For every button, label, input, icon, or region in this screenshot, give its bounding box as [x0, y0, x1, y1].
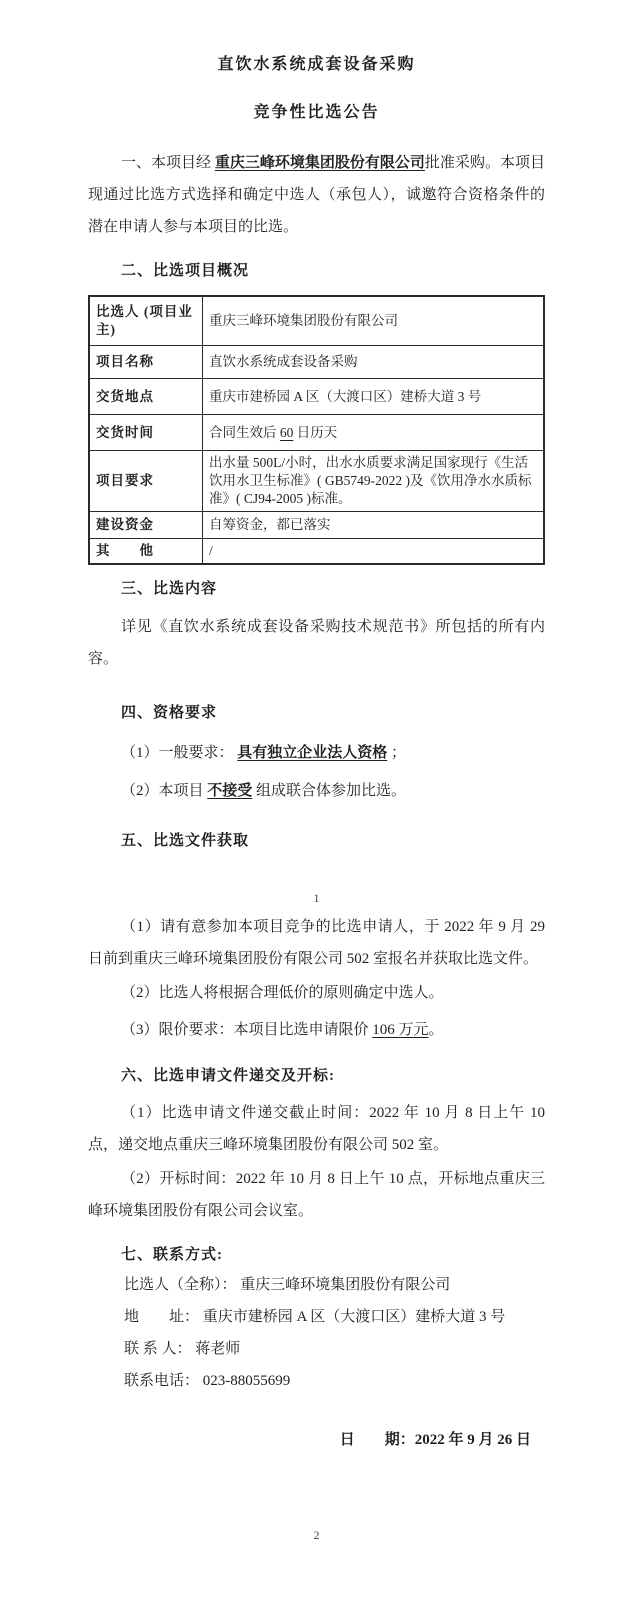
section-2-heading: 二、比选项目概况	[121, 263, 250, 279]
section-4-item-2	[88, 775, 545, 807]
project-overview-table	[88, 295, 545, 565]
document-subtitle: 竞争性比选公告	[253, 104, 380, 121]
consortium-not-accepted: 不接受	[207, 783, 253, 799]
qualification-requirement: 具有独立企业法人资格	[237, 745, 388, 761]
table-row-delivery-time	[89, 415, 544, 451]
table-value-cell	[203, 415, 545, 451]
item-2-prefix: （2）本项目	[121, 783, 208, 799]
document-title: 直饮水系统成套设备采购	[217, 56, 416, 73]
contact-phone-line: 联系电话： 023-88055699	[124, 1373, 291, 1389]
section-4-item-1	[88, 737, 545, 769]
table-row-project-name	[89, 346, 544, 379]
section-3-body: 详见《直饮水系统成套设备采购技术规范书》所包括的所有内容。	[88, 619, 545, 667]
contact-person-line: 联 系 人： 蒋老师	[124, 1341, 241, 1357]
intro-text-prefix: 一、本项目经	[121, 155, 215, 171]
item-1-suffix: ；	[387, 745, 407, 761]
section-5-item-2: （2）比选人将根据合理低价的原则确定中选人。	[121, 985, 444, 1001]
item-3-prefix: （3）限价要求：本项目比选申请限价	[121, 1022, 373, 1038]
section-5-item-1: （1）请有意参加本项目竞争的比选申请人，于 2022 年 9 月 29 日前到重庆三峰环境集团股份有限公司 502 室报名并获取比选文件。	[88, 919, 545, 967]
section-5-item-3	[88, 1014, 545, 1046]
table-value-cell: 出水量 500L/小时，出水水质要求满足国家现行《生活饮用水卫生标准》( GB5749-2022 )及《饮用净水水质标准》( CJ94-2005 )标准。	[203, 451, 545, 512]
table-label-cell: 其 他	[89, 539, 203, 565]
contact-bidder-line: 比选人（全称）： 重庆三峰环境集团股份有限公司	[124, 1277, 451, 1293]
section-5-heading: 五、比选文件获取	[121, 833, 250, 849]
section-6-item-2: （2）开标时间：2022 年 10 月 8 日上午 10 点，开标地点重庆三峰环境集团股份有限公司会议室。	[88, 1171, 545, 1219]
date-line: 日 期：2022 年 9 月 26 日	[339, 1432, 531, 1448]
delivery-time-days: 60	[279, 424, 294, 440]
table-label-cell: 建设资金	[89, 512, 203, 539]
table-label-cell: 项目名称	[89, 346, 203, 379]
price-limit: 106 万元	[372, 1022, 429, 1038]
table-label-cell: 项目要求	[89, 451, 203, 512]
table-label-cell: 比选人 (项目业主)	[89, 296, 203, 346]
item-1-prefix: （1）一般要求：	[121, 745, 238, 761]
table-value-cell: 重庆三峰环境集团股份有限公司	[203, 296, 545, 346]
table-row-other	[89, 539, 544, 565]
table-row-delivery-place	[89, 379, 544, 415]
delivery-time-prefix: 合同生效后	[209, 424, 280, 440]
section-4-heading: 四、资格要求	[121, 705, 218, 721]
item-3-suffix: 。	[428, 1022, 444, 1038]
table-row-bidder	[89, 296, 544, 346]
section-7-heading: 七、联系方式:	[121, 1247, 223, 1263]
table-row-requirements	[89, 451, 544, 512]
intro-text-suffix: 批准采购。本项目现通过比选方式选择和确定中选人（承包人），诚邀符合资格条件的潜在申请人参与本项目的比选。	[88, 155, 545, 235]
section-6-item-1: （1）比选申请文件递交截止时间：2022 年 10 月 8 日上午 10 点，递交地点重庆三峰环境集团股份有限公司 502 室。	[88, 1105, 545, 1153]
page-number-1: 1	[313, 891, 320, 905]
table-label-cell: 交货地点	[89, 379, 203, 415]
contact-address-line: 地 址： 重庆市建桥园 A 区（大渡口区）建桥大道 3 号	[124, 1309, 506, 1325]
intro-company-name: 重庆三峰环境集团股份有限公司	[214, 155, 425, 171]
section-6-heading: 六、比选申请文件递交及开标:	[121, 1068, 335, 1084]
delivery-time-suffix: 日历天	[293, 424, 338, 440]
table-label-cell: 交货时间	[89, 415, 203, 451]
item-2-suffix: 组成联合体参加比选。	[252, 783, 407, 799]
table-value-cell: /	[203, 539, 545, 565]
page-number-2: 2	[313, 1528, 320, 1542]
intro-paragraph	[88, 147, 545, 243]
table-value-cell: 直饮水系统成套设备采购	[203, 346, 545, 379]
table-value-cell: 重庆市建桥园 A 区（大渡口区）建桥大道 3 号	[203, 379, 545, 415]
section-3-heading: 三、比选内容	[121, 581, 218, 597]
table-value-cell: 自筹资金，都已落实	[203, 512, 545, 539]
table-row-funding	[89, 512, 544, 539]
